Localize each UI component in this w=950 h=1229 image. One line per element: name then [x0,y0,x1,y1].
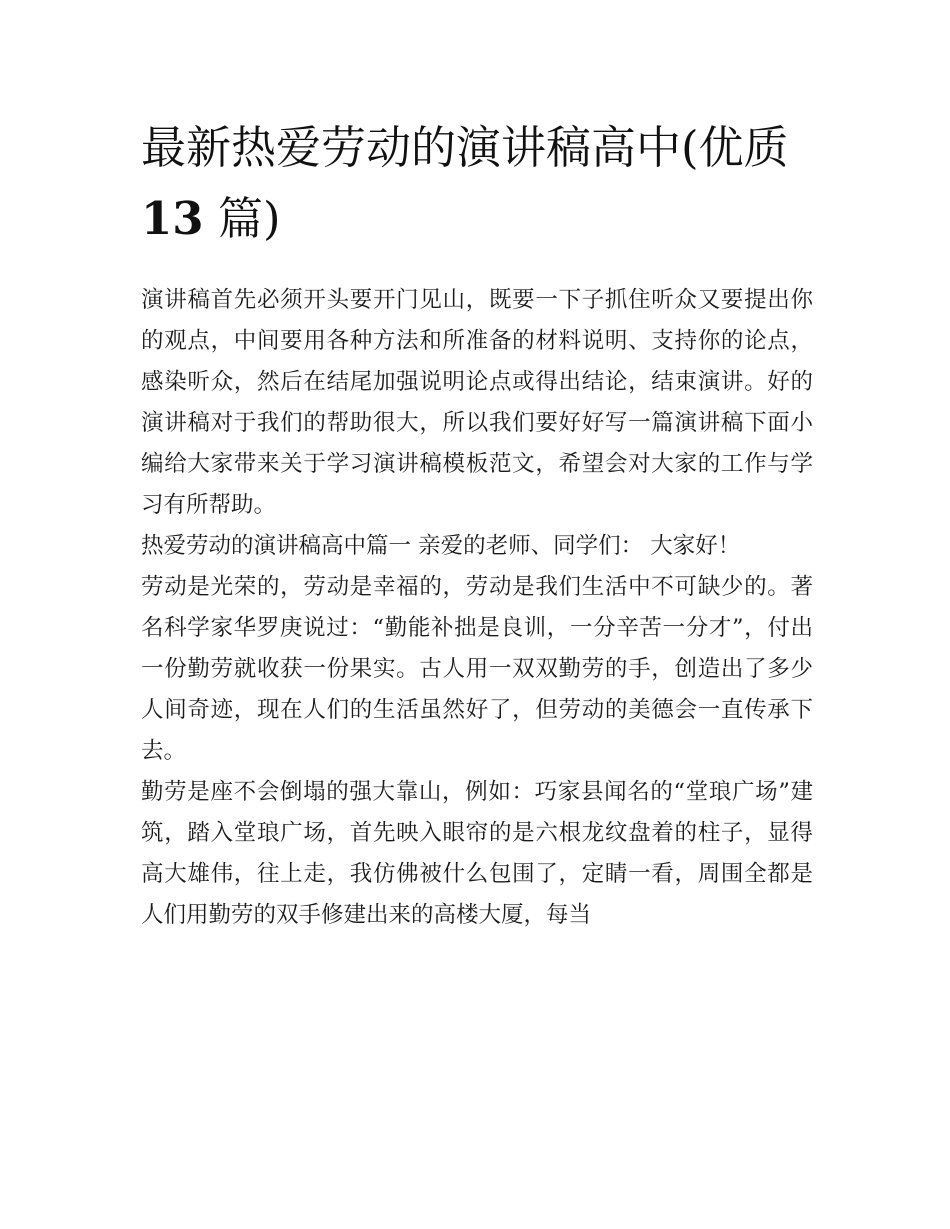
document-title [141,112,821,254]
paragraph-labor-glory: 劳动是光荣的，劳动是幸福的，劳动是我们生活中不可缺少的。著名科学家华罗庚说过：“勤能补拙是良训，一分辛苦一分才”，付出一份勤劳就收获一份果实。古人用一双双勤劳的手，创造出了多少人间奇迹，现在人们的生活虽然好了，但劳动的美德会一直传承下去。 [141,574,813,764]
title-text-part2: 篇) [217,192,281,245]
title-number: 13 [141,192,204,245]
title-text-part1: 最新热爱劳动的演讲稿高中(优质 [141,121,789,174]
paragraph-square: 勤劳是座不会倒塌的强大靠山，例如：巧家县闻名的“堂琅广场”建筑，踏入堂琅广场，首先映入眼帘的是六根龙纹盘着的柱子，显得高大雄伟，往上走，我仿佛被什么包围了，定睛一看，周围全都是人们用勤劳的双手修建出来的高楼大厦，每当 [141,779,813,928]
document-body [141,280,813,936]
paragraph-greeting: 热爱劳动的演讲稿高中篇一 亲爱的老师、同学们： 大家好！ [141,533,741,559]
paragraph-intro: 演讲稿首先必须开头要开门见山，既要一下子抓住听众又要提出你的观点，中间要用各种方法和所准备的材料说明、支持你的论点，感染听众，然后在结尾加强说明论点或得出结论，结束演讲。好的演讲稿对于我们的帮助很大，所以我们要好好写一篇演讲稿下面小编给大家带来关于学习演讲稿模板范文，希望会对大家的工作与学习有所帮助。 [141,287,813,518]
